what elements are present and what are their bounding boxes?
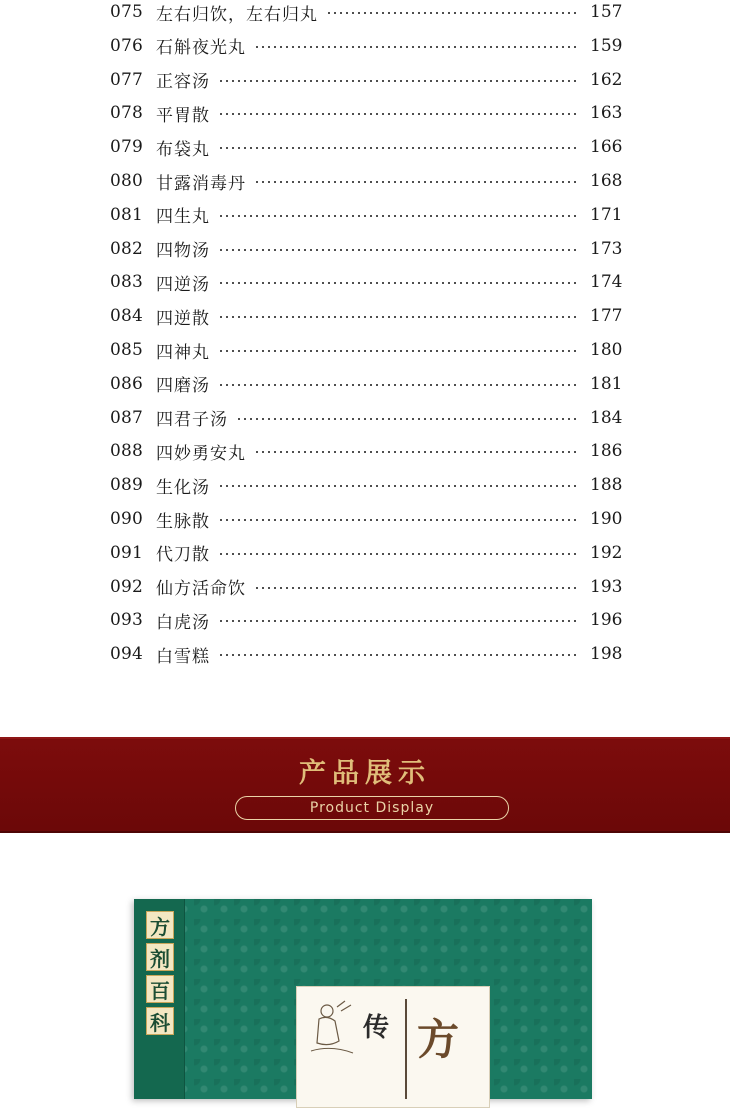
toc-entry bbox=[110, 539, 623, 567]
toc-leader-dots bbox=[218, 485, 580, 487]
toc-entry-number: 081 bbox=[110, 204, 144, 225]
book-cover-image bbox=[134, 899, 592, 1099]
toc-entry bbox=[110, 99, 623, 127]
toc-leader-dots bbox=[218, 215, 580, 217]
toc-entry bbox=[110, 437, 623, 465]
toc-entry bbox=[110, 606, 623, 634]
toc-entry bbox=[110, 167, 623, 195]
toc-entry-title: 白雪糕 bbox=[156, 646, 210, 667]
banner-title-cn: 产品展示 bbox=[299, 758, 431, 789]
toc-entry bbox=[110, 404, 623, 432]
scholar-figure-illustration bbox=[305, 997, 357, 1057]
toc-leader-dots bbox=[254, 46, 580, 48]
spine-title-char: 百 bbox=[146, 975, 174, 1003]
toc-entry-page: 166 bbox=[590, 137, 623, 158]
toc-entry-page: 186 bbox=[590, 441, 623, 462]
toc-leader-dots bbox=[218, 654, 580, 656]
banner-subtitle-pill bbox=[235, 796, 509, 820]
toc-entry-title: 四神丸 bbox=[156, 342, 210, 363]
toc-entry-number: 087 bbox=[110, 407, 144, 428]
toc-entry-number: 083 bbox=[110, 272, 144, 293]
toc-entry-page: 159 bbox=[590, 35, 623, 56]
toc-entry bbox=[110, 640, 623, 668]
toc-entry-page: 192 bbox=[590, 542, 623, 563]
cover-title-panel bbox=[296, 986, 490, 1108]
toc-leader-dots bbox=[218, 519, 580, 521]
toc-entry-title: 仙方活命饮 bbox=[156, 579, 246, 600]
toc-entry bbox=[110, 201, 623, 229]
toc-entry-title: 布袋丸 bbox=[156, 139, 210, 160]
toc-entry-title: 石斛夜光丸 bbox=[156, 38, 246, 59]
spine-title-char: 方 bbox=[146, 911, 174, 939]
toc-entry-number: 092 bbox=[110, 576, 144, 597]
toc-entry-number: 085 bbox=[110, 340, 144, 360]
toc-entry-page: 196 bbox=[590, 610, 623, 631]
toc-entry-page: 168 bbox=[590, 171, 623, 191]
toc-leader-dots bbox=[254, 451, 580, 453]
product-image-area bbox=[0, 833, 730, 1075]
toc-entry-page: 190 bbox=[590, 509, 623, 529]
toc-entry-page: 171 bbox=[590, 204, 623, 225]
toc-entry-number: 084 bbox=[110, 306, 144, 327]
cover-divider bbox=[405, 999, 407, 1099]
toc-entry-number: 075 bbox=[110, 2, 144, 22]
toc-leader-dots bbox=[218, 249, 580, 251]
toc-leader-dots bbox=[254, 181, 580, 183]
product-display-banner bbox=[0, 737, 730, 833]
toc-entry-number: 089 bbox=[110, 475, 144, 496]
toc-entry-page: 180 bbox=[590, 340, 623, 360]
toc-entry-title: 四物汤 bbox=[156, 241, 210, 262]
toc-entry bbox=[110, 370, 623, 398]
toc-entry-title: 平胃散 bbox=[156, 105, 210, 126]
banner-title-en: Product Display bbox=[309, 800, 435, 816]
toc-leader-dots bbox=[218, 282, 580, 284]
toc-entry-title: 四逆汤 bbox=[156, 274, 210, 295]
toc-entry bbox=[110, 133, 623, 161]
toc-entry bbox=[110, 505, 623, 533]
toc-entry bbox=[110, 336, 623, 364]
toc-leader-dots bbox=[218, 113, 580, 115]
toc-leader-dots bbox=[218, 384, 580, 386]
toc-entry-number: 078 bbox=[110, 103, 144, 124]
toc-entry bbox=[110, 573, 623, 601]
toc-leader-dots bbox=[254, 587, 580, 589]
toc-entry-title: 四磨汤 bbox=[156, 376, 210, 397]
toc-entry-title: 生化汤 bbox=[156, 477, 210, 498]
toc-entry-page: 188 bbox=[590, 475, 623, 496]
toc-entry-title: 代刀散 bbox=[156, 545, 210, 566]
toc-entry-page: 184 bbox=[590, 407, 623, 428]
toc-entry bbox=[110, 66, 623, 94]
cover-title-char-2: 方 bbox=[417, 1015, 460, 1064]
toc-entry-number: 077 bbox=[110, 69, 144, 90]
toc-leader-dots bbox=[218, 553, 580, 555]
toc-entry-page: 181 bbox=[590, 373, 623, 394]
toc-leader-dots bbox=[218, 80, 580, 82]
toc-entry-page: 163 bbox=[590, 103, 623, 124]
toc-entry-number: 093 bbox=[110, 610, 144, 631]
toc-entry-page: 174 bbox=[590, 272, 623, 293]
toc-entry-title: 四逆散 bbox=[156, 308, 210, 329]
toc-entry bbox=[110, 235, 623, 263]
toc-leader-dots bbox=[326, 12, 580, 14]
spine-title-char: 科 bbox=[146, 1007, 174, 1035]
toc-entry-number: 082 bbox=[110, 238, 144, 259]
toc-entry-page: 157 bbox=[590, 2, 623, 22]
toc-entry-title: 四君子汤 bbox=[156, 410, 228, 431]
toc-entry-title: 四妙勇安丸 bbox=[156, 443, 246, 464]
toc-entry-title: 左右归饮，左右归丸 bbox=[156, 4, 318, 25]
toc-entry-page: 162 bbox=[590, 69, 623, 90]
toc-entry-number: 079 bbox=[110, 137, 144, 158]
toc-entry-title: 甘露消毒丹 bbox=[156, 173, 246, 194]
toc-entry-page: 198 bbox=[590, 644, 623, 665]
toc-entry-number: 088 bbox=[110, 441, 144, 462]
toc-entry bbox=[110, 32, 623, 60]
toc-leader-dots bbox=[218, 350, 580, 352]
toc-leader-dots bbox=[218, 147, 580, 149]
cover-title-char-1: 传 bbox=[363, 1013, 390, 1043]
spine-title-char: 剂 bbox=[146, 943, 174, 971]
toc-entry-number: 091 bbox=[110, 542, 144, 563]
toc-entry-number: 076 bbox=[110, 35, 144, 56]
toc-entry-number: 086 bbox=[110, 373, 144, 394]
toc-entry-number: 090 bbox=[110, 509, 144, 529]
toc-entry bbox=[110, 302, 623, 330]
toc-entry bbox=[110, 0, 623, 26]
toc-entry-number: 080 bbox=[110, 171, 144, 191]
toc-entry-title: 生脉散 bbox=[156, 511, 210, 532]
toc-leader-dots bbox=[218, 620, 580, 622]
toc-entry bbox=[110, 471, 623, 499]
toc-entry bbox=[110, 268, 623, 296]
toc-entry-page: 177 bbox=[590, 306, 623, 327]
toc-entry-page: 193 bbox=[590, 576, 623, 597]
toc-leader-dots bbox=[218, 316, 580, 318]
toc-entry-number: 094 bbox=[110, 644, 144, 665]
toc-entry-page: 173 bbox=[590, 238, 623, 259]
toc-entry-title: 四生丸 bbox=[156, 207, 210, 228]
book-spine bbox=[134, 899, 185, 1099]
toc-leader-dots bbox=[236, 418, 580, 420]
toc-entry-title: 白虎汤 bbox=[156, 612, 210, 633]
toc-entry-title: 正容汤 bbox=[156, 72, 210, 93]
